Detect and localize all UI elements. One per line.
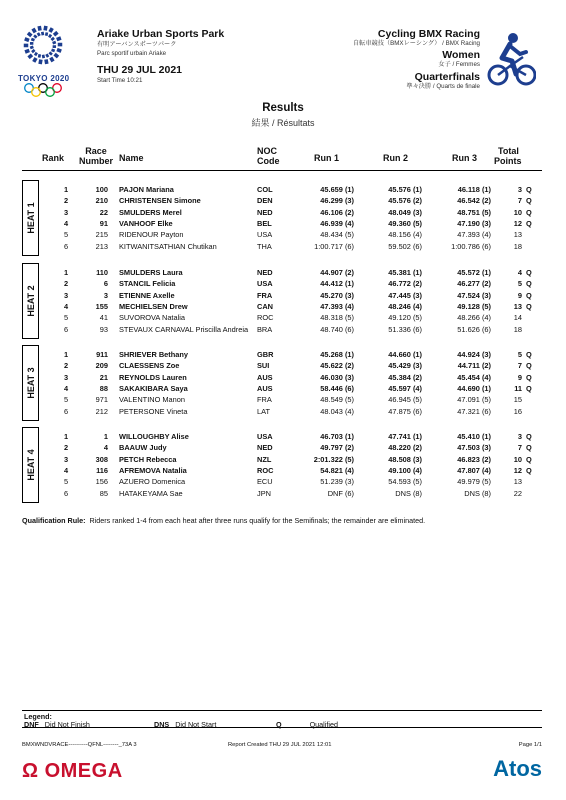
cell-noc: CAN xyxy=(257,301,274,311)
cell-num: 213 xyxy=(95,241,108,251)
col-run1: Run 1 xyxy=(314,153,340,163)
col-points: Points xyxy=(494,156,522,166)
cell-total: 13 xyxy=(513,477,522,487)
cell-r1: DNF (6) xyxy=(327,488,354,498)
heat-block xyxy=(22,345,542,421)
cell-rank: 2 xyxy=(63,443,69,453)
col-noc: NOC xyxy=(257,146,277,156)
cell-r2: 46.772 (2) xyxy=(388,279,422,289)
cell-total: 7 xyxy=(517,361,522,371)
cell-num: 88 xyxy=(99,383,108,393)
cell-rank: 6 xyxy=(63,488,69,498)
cell-total: 18 xyxy=(513,324,522,334)
cell-num: 3 xyxy=(103,290,108,300)
cell-q: Q xyxy=(526,185,532,194)
cell-rank: 5 xyxy=(63,230,69,240)
cell-r2: 44.660 (1) xyxy=(388,350,422,359)
cell-r2: 47.875 (6) xyxy=(388,406,422,416)
cell-r1: 48.549 (5) xyxy=(320,395,354,405)
cell-num: 93 xyxy=(99,324,108,334)
qualification-rule-text: Riders ranked 1-4 from each heat after three runs qualify for the Semifinals; the remainder are eliminated. xyxy=(89,516,426,525)
cell-total: 5 xyxy=(517,279,522,289)
cell-r2: 54.593 (5) xyxy=(388,477,422,487)
cell-q: Q xyxy=(526,361,532,371)
table-row xyxy=(22,394,542,405)
cell-name: STEVAUX CARNAVAL Priscilla Andreia xyxy=(119,324,249,334)
legend-item-q: Q Qualified xyxy=(276,720,338,729)
table-row xyxy=(22,229,542,240)
footer-report-created: Report Created THU 29 JUL 2021 12:01 xyxy=(228,742,332,748)
cell-total: 5 xyxy=(517,350,522,359)
cell-rank: 1 xyxy=(63,185,69,194)
table-row xyxy=(22,301,542,312)
cell-total: 10 xyxy=(513,454,522,464)
cell-rank: 5 xyxy=(63,477,69,487)
cell-name: SUVOROVA Natalia xyxy=(119,313,185,323)
cell-total: 3 xyxy=(517,185,522,194)
cell-total: 13 xyxy=(513,301,522,311)
cell-rank: 4 xyxy=(63,301,69,311)
cell-num: 91 xyxy=(99,218,108,228)
cell-r3: 47.190 (3) xyxy=(457,218,491,228)
table-row xyxy=(22,442,542,453)
cell-rank: 2 xyxy=(63,361,69,371)
col-total: Total xyxy=(498,146,519,156)
cell-total: 22 xyxy=(513,488,522,498)
event-gender-sub: 女子 / Femmes xyxy=(438,61,480,68)
cell-r1: 2:01.322 (5) xyxy=(313,454,354,464)
qualification-rule xyxy=(22,516,542,525)
cell-name: REYNOLDS Lauren xyxy=(119,372,187,382)
cell-noc: NED xyxy=(257,207,273,217)
cell-r2: 48.508 (3) xyxy=(388,454,422,464)
cell-r3: 45.410 (1) xyxy=(457,432,491,441)
cell-num: 308 xyxy=(95,454,108,464)
heat-label: HEAT 4 xyxy=(22,427,39,503)
cell-noc: ECU xyxy=(257,477,273,487)
cell-q: Q xyxy=(526,443,532,453)
heat-block xyxy=(22,263,542,339)
cell-r3: 49.979 (5) xyxy=(457,477,491,487)
cell-rank: 1 xyxy=(63,350,69,359)
cell-q: Q xyxy=(526,196,532,206)
event-phase: Quarterfinals xyxy=(414,71,480,83)
cell-r3: 44.690 (1) xyxy=(457,383,491,393)
col-run2: Run 2 xyxy=(383,153,409,163)
cell-noc: DEN xyxy=(257,196,273,206)
cell-q: Q xyxy=(526,372,532,382)
cell-r2: 45.381 (1) xyxy=(388,268,422,277)
cell-rank: 4 xyxy=(63,218,69,228)
cell-q: Q xyxy=(526,465,532,475)
cell-r3: 46.277 (2) xyxy=(457,279,491,289)
col-code: Code xyxy=(257,156,280,166)
cell-noc: ROC xyxy=(257,313,274,323)
cell-name: PETERSONE Vineta xyxy=(119,406,188,416)
cell-r3: 45.572 (1) xyxy=(457,268,491,277)
cell-r1: 49.797 (2) xyxy=(320,443,354,453)
cell-noc: ROC xyxy=(257,465,274,475)
cell-name: AFREMOVA Natalia xyxy=(119,465,187,475)
table-row xyxy=(22,488,542,499)
cell-r2: 46.945 (5) xyxy=(388,395,422,405)
table-row xyxy=(22,406,542,417)
table-row xyxy=(22,476,542,487)
cell-total: 14 xyxy=(513,313,522,323)
cell-r2: DNS (8) xyxy=(395,488,422,498)
table-row xyxy=(22,218,542,229)
footer-page-number: Page 1/1 xyxy=(518,742,542,748)
cell-noc: THA xyxy=(257,241,272,251)
cell-r2: 45.384 (2) xyxy=(388,372,422,382)
cell-rank: 3 xyxy=(63,454,69,464)
cell-total: 10 xyxy=(513,207,522,217)
cell-noc: LAT xyxy=(257,406,271,416)
cell-num: 85 xyxy=(99,488,108,498)
col-run3: Run 3 xyxy=(452,153,478,163)
footer-doc-code: BMXWNDVRACE----------QFNL--------_73A 3 xyxy=(22,742,137,748)
cell-r3: 47.807 (4) xyxy=(457,465,491,475)
table-row xyxy=(22,278,542,289)
cell-r3: 46.542 (2) xyxy=(457,196,491,206)
cell-noc: FRA xyxy=(257,395,272,405)
results-title-sub: 結果 / Résultats xyxy=(251,118,315,128)
cell-rank: 3 xyxy=(63,372,69,382)
event-block xyxy=(353,28,480,91)
cell-noc: NED xyxy=(257,443,273,453)
cell-r3: 47.091 (5) xyxy=(457,395,491,405)
cell-noc: BRA xyxy=(257,324,273,334)
cell-noc: JPN xyxy=(257,488,271,498)
cell-r2: 45.576 (2) xyxy=(388,196,422,206)
event-phase-sub: 準々決勝 / Quarts de finale xyxy=(406,83,480,90)
cell-noc: BEL xyxy=(257,218,272,228)
cell-name: SMULDERS Laura xyxy=(119,268,183,277)
heat-block xyxy=(22,427,542,503)
table-row xyxy=(22,312,542,323)
cell-num: 971 xyxy=(95,395,108,405)
cell-rank: 5 xyxy=(63,313,69,323)
cell-noc: AUS xyxy=(257,383,273,393)
cell-num: 116 xyxy=(96,465,108,475)
cell-r1: 44.907 (2) xyxy=(320,268,354,277)
cell-r3: 44.924 (3) xyxy=(457,350,491,359)
table-row xyxy=(22,465,542,476)
cell-num: 209 xyxy=(95,361,108,371)
atos-logo: Atos xyxy=(493,756,542,781)
table-row xyxy=(22,360,542,371)
cell-name: CHRISTENSEN Simone xyxy=(119,196,201,206)
cell-noc: USA xyxy=(257,230,273,240)
cell-noc: GBR xyxy=(257,350,274,359)
bmx-pictogram-icon xyxy=(486,30,536,88)
cell-total: 9 xyxy=(517,372,522,382)
start-time: Start Time 10:21 xyxy=(97,77,143,84)
cell-r2: 45.429 (3) xyxy=(388,361,422,371)
cell-rank: 4 xyxy=(63,465,69,475)
cell-r2: 59.502 (6) xyxy=(388,241,422,251)
cell-name: PETCH Rebecca xyxy=(119,454,177,464)
cell-name: VANHOOF Elke xyxy=(119,218,173,228)
cell-r1: 1:00.717 (6) xyxy=(314,241,354,251)
cell-r2: 48.220 (2) xyxy=(388,443,422,453)
table-row xyxy=(22,267,542,278)
page-header xyxy=(0,0,566,100)
cell-num: 6 xyxy=(103,279,108,289)
cell-rank: 6 xyxy=(63,406,69,416)
tokyo-emblem-icon xyxy=(20,22,66,68)
cell-r3: 49.128 (5) xyxy=(457,301,491,311)
cell-rank: 6 xyxy=(63,241,69,251)
qualification-rule-label: Qualification Rule: xyxy=(22,516,86,525)
cell-q: Q xyxy=(526,279,532,289)
cell-rank: 6 xyxy=(63,324,69,334)
results-table-header xyxy=(22,144,542,171)
cell-rank: 2 xyxy=(63,279,69,289)
cell-num: 110 xyxy=(96,268,108,277)
cell-q: Q xyxy=(526,290,532,300)
cell-r2: 49.360 (5) xyxy=(388,218,422,228)
cell-r2: 49.100 (4) xyxy=(388,465,422,475)
cell-r1: 48.434 (5) xyxy=(320,230,354,240)
cell-num: 911 xyxy=(96,350,108,359)
cell-r2: 45.576 (1) xyxy=(388,185,422,194)
cell-r3: 48.751 (5) xyxy=(457,207,491,217)
cell-r3: DNS (8) xyxy=(464,488,491,498)
cell-r2: 49.120 (5) xyxy=(388,313,422,323)
cell-r3: 45.454 (4) xyxy=(457,372,491,382)
cell-r2: 48.156 (4) xyxy=(388,230,422,240)
cell-total: 3 xyxy=(517,432,522,441)
col-rank: Rank xyxy=(42,153,65,163)
cell-name: VALENTINO Manon xyxy=(119,395,185,405)
cell-noc: USA xyxy=(257,279,273,289)
event-name-sub: 自転車競技（BMXレーシング） / BMX Racing xyxy=(353,40,480,47)
table-row xyxy=(22,349,542,360)
cell-r2: 47.445 (3) xyxy=(388,290,422,300)
cell-total: 16 xyxy=(513,406,522,416)
cell-r2: 48.049 (3) xyxy=(388,207,422,217)
cell-name: WILLOUGHBY Alise xyxy=(119,432,189,441)
results-title-main: Results xyxy=(262,102,304,114)
cell-rank: 3 xyxy=(63,290,69,300)
cell-noc: FRA xyxy=(257,290,273,300)
cell-r1: 58.446 (6) xyxy=(320,383,354,393)
cell-r1: 46.106 (2) xyxy=(320,207,354,217)
cell-noc: AUS xyxy=(257,372,273,382)
cell-r3: 47.321 (6) xyxy=(457,406,491,416)
cell-total: 13 xyxy=(513,230,522,240)
event-gender: Women xyxy=(442,49,480,61)
legend-title: Legend: xyxy=(24,712,52,721)
event-date: THU 29 JUL 2021 xyxy=(97,64,183,76)
cell-total: 12 xyxy=(513,218,522,228)
cell-name: KITWANITSATHIAN Chutikan xyxy=(119,241,217,251)
cell-q: Q xyxy=(526,268,532,277)
cell-q: Q xyxy=(526,432,532,441)
cell-total: 7 xyxy=(517,443,522,453)
table-row xyxy=(22,241,542,252)
cell-r1: 51.239 (3) xyxy=(320,477,354,487)
omega-logo: Ω OMEGA xyxy=(22,760,123,782)
cell-r3: 46.823 (2) xyxy=(457,454,491,464)
venue-name: Ariake Urban Sports Park xyxy=(97,28,225,40)
results-title xyxy=(0,102,566,129)
cell-num: 22 xyxy=(99,207,108,217)
cell-num: 100 xyxy=(95,185,108,194)
cell-r1: 46.939 (4) xyxy=(320,218,354,228)
cell-r1: 54.821 (4) xyxy=(320,465,354,475)
cell-q: Q xyxy=(526,218,532,228)
cell-r1: 48.043 (4) xyxy=(320,406,354,416)
heat-label: HEAT 2 xyxy=(22,263,39,339)
cell-r1: 45.268 (1) xyxy=(320,350,354,359)
cell-r1: 48.740 (6) xyxy=(320,324,354,334)
cell-name: HATAKEYAMA Sae xyxy=(119,488,183,498)
cell-r3: 51.626 (6) xyxy=(457,324,491,334)
venue-name-ja: 有明アーバンスポーツパーク xyxy=(97,41,177,48)
cell-name: RIDENOUR Payton xyxy=(119,230,184,240)
cell-rank: 3 xyxy=(63,207,69,217)
cell-noc: NED xyxy=(257,268,273,277)
cell-r1: 45.270 (3) xyxy=(320,290,354,300)
cell-total: 7 xyxy=(517,196,522,206)
col-race: Race xyxy=(85,146,107,156)
cell-r3: 44.711 (2) xyxy=(457,361,491,371)
cell-name: PAJON Mariana xyxy=(119,185,174,194)
cell-total: 18 xyxy=(513,241,522,251)
cell-q: Q xyxy=(526,350,532,359)
cell-num: 41 xyxy=(99,313,108,323)
cell-r3: 47.503 (3) xyxy=(457,443,491,453)
venue-block xyxy=(97,28,224,84)
cell-name: STANCIL Felicia xyxy=(119,279,176,289)
cell-q: Q xyxy=(526,454,532,464)
table-row xyxy=(22,290,542,301)
cell-q: Q xyxy=(526,383,532,393)
heat-label: HEAT 3 xyxy=(22,345,39,421)
legend-item-dns: DNS Did Not Start xyxy=(154,720,217,729)
table-row xyxy=(22,324,542,335)
olympic-rings-icon xyxy=(20,83,66,97)
cell-num: 155 xyxy=(95,301,108,311)
cell-num: 21 xyxy=(99,372,108,382)
cell-total: 9 xyxy=(517,290,522,300)
cell-noc: NZL xyxy=(257,454,272,464)
cell-r2: 48.246 (4) xyxy=(388,301,422,311)
cell-name: BAAUW Judy xyxy=(119,443,167,453)
table-row xyxy=(22,372,542,383)
cell-num: 215 xyxy=(95,230,108,240)
cell-num: 156 xyxy=(95,477,108,487)
legend xyxy=(22,710,542,728)
event-name: Cycling BMX Racing xyxy=(377,28,480,40)
cell-rank: 1 xyxy=(63,268,69,277)
cell-num: 4 xyxy=(103,443,108,453)
heat-block xyxy=(22,180,542,256)
cell-name: SAKAKIBARA Saya xyxy=(119,383,188,393)
legend-item-dnf: DNF Did Not Finish xyxy=(24,720,90,729)
cell-r2: 45.597 (4) xyxy=(388,383,422,393)
cell-num: 212 xyxy=(95,406,108,416)
cell-total: 15 xyxy=(513,395,522,405)
col-number: Number xyxy=(78,156,113,166)
table-row xyxy=(22,383,542,394)
table-row xyxy=(22,431,542,442)
cell-name: CLAESSENS Zoe xyxy=(119,361,180,371)
cell-num: 210 xyxy=(95,196,108,206)
cell-name: MECHIELSEN Drew xyxy=(119,301,188,311)
cell-r3: 47.524 (3) xyxy=(457,290,491,300)
cell-q: Q xyxy=(526,207,532,217)
cell-r3: 46.118 (1) xyxy=(457,185,491,194)
table-row xyxy=(22,195,542,206)
cell-total: 11 xyxy=(514,383,522,393)
cell-r1: 46.703 (1) xyxy=(320,432,354,441)
cell-rank: 1 xyxy=(63,432,69,441)
cell-r1: 45.622 (2) xyxy=(320,361,354,371)
table-row xyxy=(22,454,542,465)
cell-r1: 48.318 (5) xyxy=(320,313,354,323)
cell-r2: 47.741 (1) xyxy=(388,432,422,441)
cell-rank: 4 xyxy=(63,383,69,393)
cell-q: Q xyxy=(526,301,532,311)
cell-r3: 47.393 (4) xyxy=(457,230,491,240)
cell-r1: 46.030 (3) xyxy=(320,372,354,382)
cell-rank: 5 xyxy=(63,395,69,405)
cell-name: SMULDERS Merel xyxy=(119,207,182,217)
cell-r1: 45.659 (1) xyxy=(320,185,354,194)
cell-name: AZUERO Domenica xyxy=(119,477,186,487)
heat-label: HEAT 1 xyxy=(22,180,39,256)
tokyo-2020-logo xyxy=(18,22,68,92)
cell-r1: 44.412 (1) xyxy=(320,279,354,289)
cell-r2: 51.336 (6) xyxy=(388,324,422,334)
col-name: Name xyxy=(119,153,144,163)
cell-r1: 46.299 (3) xyxy=(320,196,354,206)
table-row xyxy=(22,207,542,218)
cell-total: 12 xyxy=(513,465,522,475)
cell-r1: 47.393 (4) xyxy=(320,301,354,311)
cell-num: 1 xyxy=(103,432,108,441)
cell-r3: 48.266 (4) xyxy=(457,313,491,323)
cell-rank: 2 xyxy=(63,196,69,206)
cell-r3: 1:00.786 (6) xyxy=(451,241,491,251)
cell-noc: USA xyxy=(257,432,273,441)
venue-name-fr: Parc sportif urbain Ariake xyxy=(97,50,167,57)
cell-name: SHRIEVER Bethany xyxy=(119,350,188,359)
cell-noc: COL xyxy=(257,185,273,194)
cell-total: 4 xyxy=(517,268,522,277)
table-row xyxy=(22,184,542,195)
cell-name: ETIENNE Axelle xyxy=(119,290,175,300)
logo-wordmark: TOKYO 2020 xyxy=(18,74,70,83)
cell-noc: SUI xyxy=(257,361,270,371)
